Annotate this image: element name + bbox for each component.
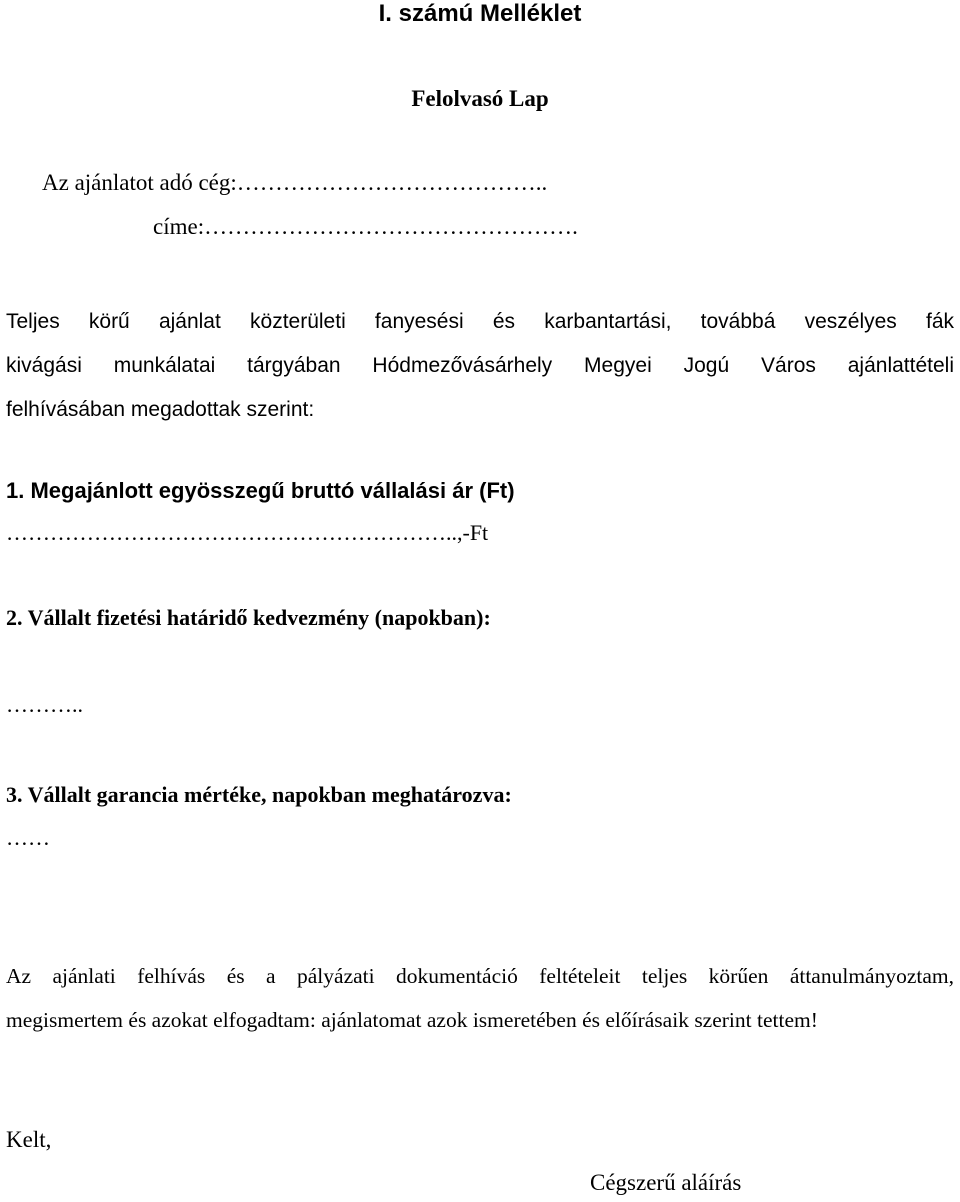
- intro-line: kivágási munkálatai tárgyában Hódmezővásárhely Megyei Jogú Város ajánlattételi: [6, 354, 954, 377]
- intro-line: felhívásában megadottak szerint:: [6, 398, 315, 421]
- declaration-line: Az ajánlati felhívás és a pályázati dokumentáció feltételeit teljes körűen áttanulmányoztam,: [6, 964, 954, 988]
- item-2-value: ………..: [6, 692, 83, 717]
- item-3-value: ……: [6, 825, 50, 850]
- intro-paragraph: [6, 300, 954, 432]
- item-1-value: ……………………………………………………..,-Ft: [6, 520, 489, 545]
- bidder-address-line: címe:………………………………………….: [153, 214, 578, 239]
- declaration-line: megismertem és azokat elfogadtam: ajánlatomat azok ismeretében és előírásaik szerint tettem!: [6, 1008, 818, 1032]
- signature-label: Cégszerű aláírás: [590, 1170, 742, 1195]
- item-3-heading: 3. Vállalt garancia mértéke, napokban meghatározva:: [6, 782, 512, 807]
- date-label: Kelt,: [6, 1127, 52, 1152]
- item-1-heading: 1. Megajánlott egyösszegű bruttó vállalási ár (Ft): [6, 478, 515, 503]
- sheet-title: Felolvasó Lap: [411, 86, 549, 111]
- bidder-company-line: Az ajánlatot adó cég:…………………………………..: [42, 170, 548, 195]
- annex-title: I. számú Melléklet: [378, 0, 582, 27]
- item-2-heading: 2. Vállalt fizetési határidő kedvezmény (napokban):: [6, 605, 491, 630]
- intro-line: Teljes körű ajánlat közterületi fanyesési és karbantartási, továbbá veszélyes fák: [6, 310, 954, 333]
- declaration-paragraph: [6, 954, 954, 1042]
